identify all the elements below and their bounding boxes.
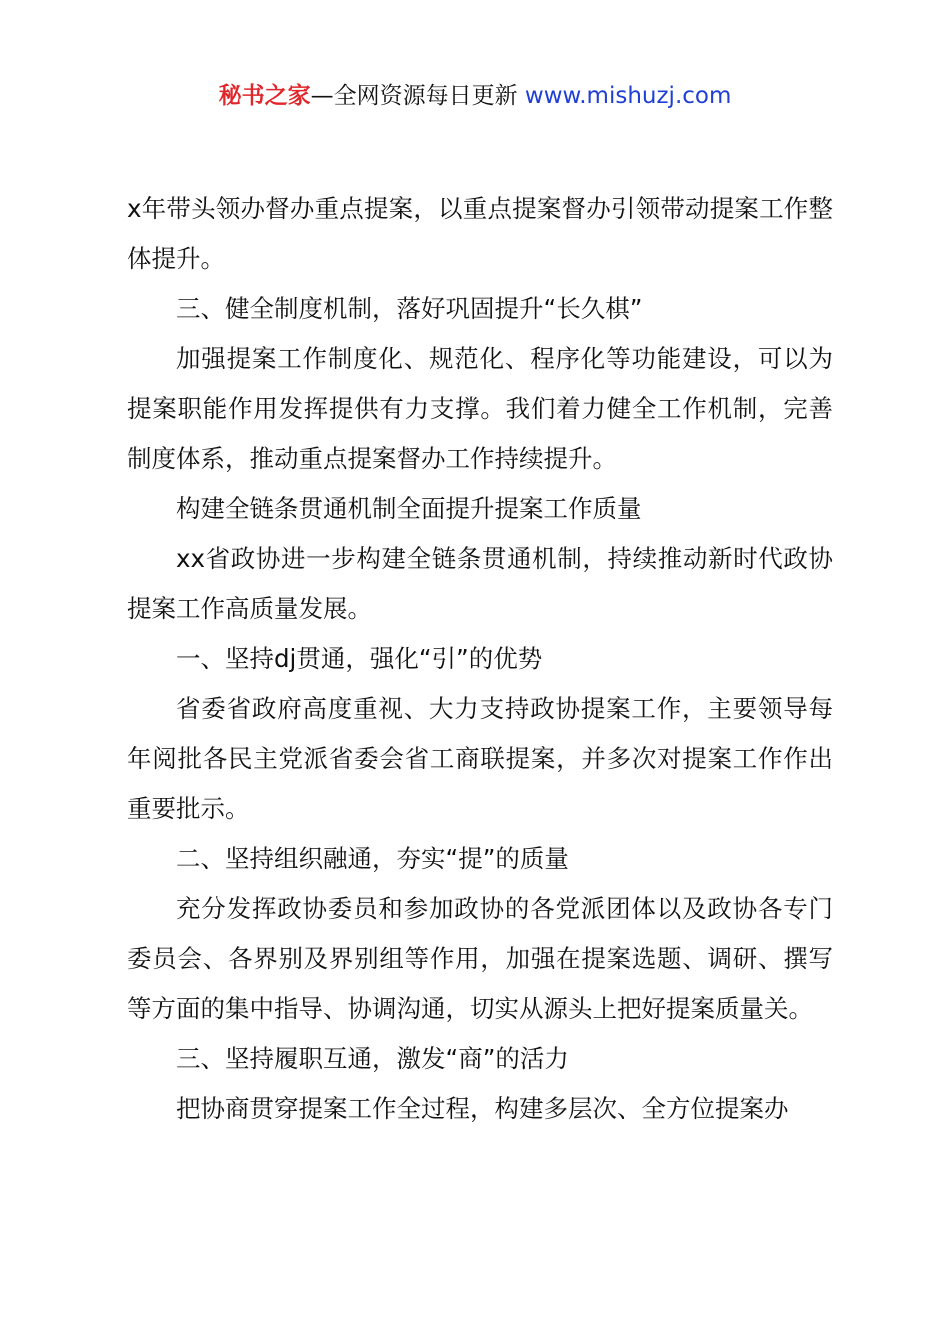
paragraph: 把协商贯穿提案工作全过程，构建多层次、全方位提案办 [176,1094,789,1123]
section-heading-three: 三、坚持履职互通，激发“商”的活力 [176,1044,569,1073]
site-brand: 秘书之家 [218,83,311,109]
paragraph: 充分发挥政协委员和参加政协的各党派团体以及政协各专门委员会、各界别及界别组等作用，加强在提案选题、调研、撰写等方面的集中指导、协调沟通，切实从源头上把好提案质量关。 [127,894,833,1023]
paragraph: xx省政协进一步构建全链条贯通机制，持续推动新时代政协提案工作高质量发展。 [127,544,833,623]
page-header [0,80,950,112]
site-tagline: —全网资源每日更新 [310,83,518,109]
section-heading-two: 二、坚持组织融通，夯实“提”的质量 [176,844,569,873]
section-heading-one: 一、坚持dj贯通，强化“引”的优势 [176,644,543,673]
paragraph: 省委省政府高度重视、大力支持政协提案工作，主要领导每年阅批各民主党派省委会省工商联提案，并多次对提案工作作出重要批示。 [127,694,833,823]
paragraph: 加强提案工作制度化、规范化、程序化等功能建设，可以为提案职能作用发挥提供有力支撑。我们着力健全工作机制，完善制度体系，推动重点提案督办工作持续提升。 [127,344,833,473]
section-heading-three: 三、健全制度机制，落好巩固提升“长久棋” [176,294,643,323]
site-url-link[interactable]: www.mishuzj.com [524,83,732,109]
article-title: 构建全链条贯通机制全面提升提案工作质量 [176,494,642,523]
document-body [127,184,833,1134]
paragraph-continuation: x年带头领办督办重点提案，以重点提案督办引领带动提案工作整体提升。 [127,194,833,273]
